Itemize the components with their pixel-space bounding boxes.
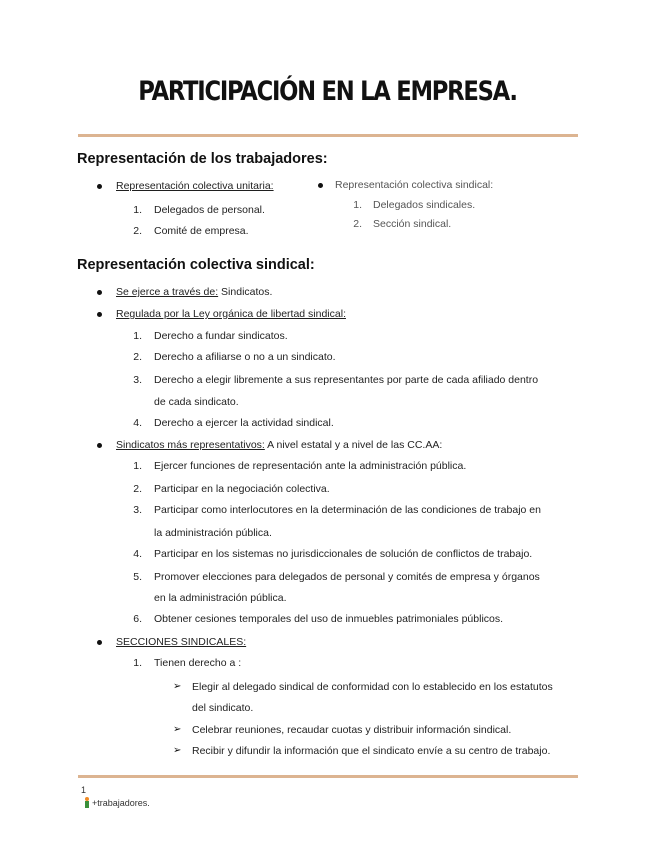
person-icon (84, 797, 90, 808)
list-item: Obtener cesiones temporales del uso de inmuebles patrimoniales públicos. (154, 613, 504, 625)
sub-list-item: Celebrar reuniones, recaudar cuotas y distribuir información sindical. (192, 724, 512, 736)
bullet-icon (97, 640, 102, 645)
list-number: 1. (133, 204, 142, 216)
list-number: 6. (133, 613, 142, 625)
sub-list-item: Recibir y difundir la información que el sindicato envíe a su centro de trabajo. (192, 745, 551, 757)
footer-logo (84, 797, 150, 808)
bullet-icon (97, 312, 102, 317)
list-item: Derecho a ejercer la actividad sindical. (154, 417, 334, 429)
bullet-secciones-sindicales: SECCIONES SINDICALES: (116, 636, 247, 648)
list-number: 1. (133, 657, 142, 669)
bullet-icon (97, 184, 102, 189)
list-item: Ejercer funciones de representación ante la administración pública. (154, 460, 467, 472)
bullet-icon (97, 443, 102, 448)
page-title: PARTICIPACIÓN EN LA EMPRESA. (138, 76, 517, 107)
list-item-continuation: la administración pública. (154, 527, 272, 539)
list-number: 1. (353, 199, 362, 211)
list-number: 3. (133, 504, 142, 516)
bullet-text: Sindicatos. (218, 286, 273, 298)
list-item: Derecho a elegir libremente a sus representantes por parte de cada afiliado dentro (154, 374, 539, 386)
list-item: Sección sindical. (373, 218, 452, 230)
bullet-sindical: Representación colectiva sindical: (335, 179, 494, 191)
sub-list-item: Elegir al delegado sindical de conformidad con lo establecido en los estatutos (192, 681, 553, 693)
list-item-continuation: en la administración pública. (154, 592, 287, 604)
list-number: 2. (353, 218, 362, 230)
list-item: Delegados sindicales. (373, 199, 476, 211)
bottom-divider (78, 775, 578, 778)
list-number: 2. (133, 225, 142, 237)
list-item-continuation: de cada sindicato. (154, 396, 239, 408)
list-item: Delegados de personal. (154, 204, 265, 216)
arrow-bullet-icon: ➢ (173, 724, 182, 735)
section-heading-representacion-trabajadores: Representación de los trabajadores: (77, 151, 328, 167)
list-item: Tienen derecho a : (154, 657, 242, 669)
list-item: Promover elecciones para delegados de personal y comités de empresa y órganos (154, 571, 540, 583)
bullet-icon (318, 183, 323, 188)
arrow-bullet-icon: ➢ (173, 745, 182, 756)
page-number: 1 (81, 785, 87, 795)
list-item: Participar en los sistemas no jurisdiccionales de solución de conflictos de trabajo. (154, 548, 533, 560)
bullet-regulada: Regulada por la Ley orgánica de libertad sindical: (116, 308, 346, 320)
list-number: 1. (133, 460, 142, 472)
bullet-label: Se ejerce a través de: (116, 286, 219, 298)
section-heading-colectiva-sindical: Representación colectiva sindical: (77, 257, 315, 273)
list-number: 2. (133, 483, 142, 495)
list-item: Comité de empresa. (154, 225, 249, 237)
list-number: 3. (133, 374, 142, 386)
logo-text: +trabajadores. (92, 797, 150, 808)
top-divider (78, 134, 578, 137)
bullet-unitaria: Representación colectiva unitaria: (116, 180, 274, 192)
list-number: 4. (133, 548, 142, 560)
list-number: 5. (133, 571, 142, 583)
arrow-bullet-icon: ➢ (173, 681, 182, 692)
bullet-icon (97, 290, 102, 295)
sub-list-item-continuation: del sindicato. (192, 702, 254, 714)
list-item: Participar como interlocutores en la determinación de las condiciones de trabajo en (154, 504, 541, 516)
bullet-text: A nivel estatal y a nivel de las CC.AA: (264, 439, 443, 451)
list-item: Participar en la negociación colectiva. (154, 483, 330, 495)
list-item: Derecho a fundar sindicatos. (154, 330, 288, 342)
bullet-se-ejerce (116, 286, 272, 298)
bullet-label: Sindicatos más representativos: (116, 439, 265, 451)
list-number: 1. (133, 330, 142, 342)
list-item: Derecho a afiliarse o no a un sindicato. (154, 351, 336, 363)
bullet-sindicatos-representativos (116, 439, 442, 451)
list-number: 2. (133, 351, 142, 363)
list-number: 4. (133, 417, 142, 429)
